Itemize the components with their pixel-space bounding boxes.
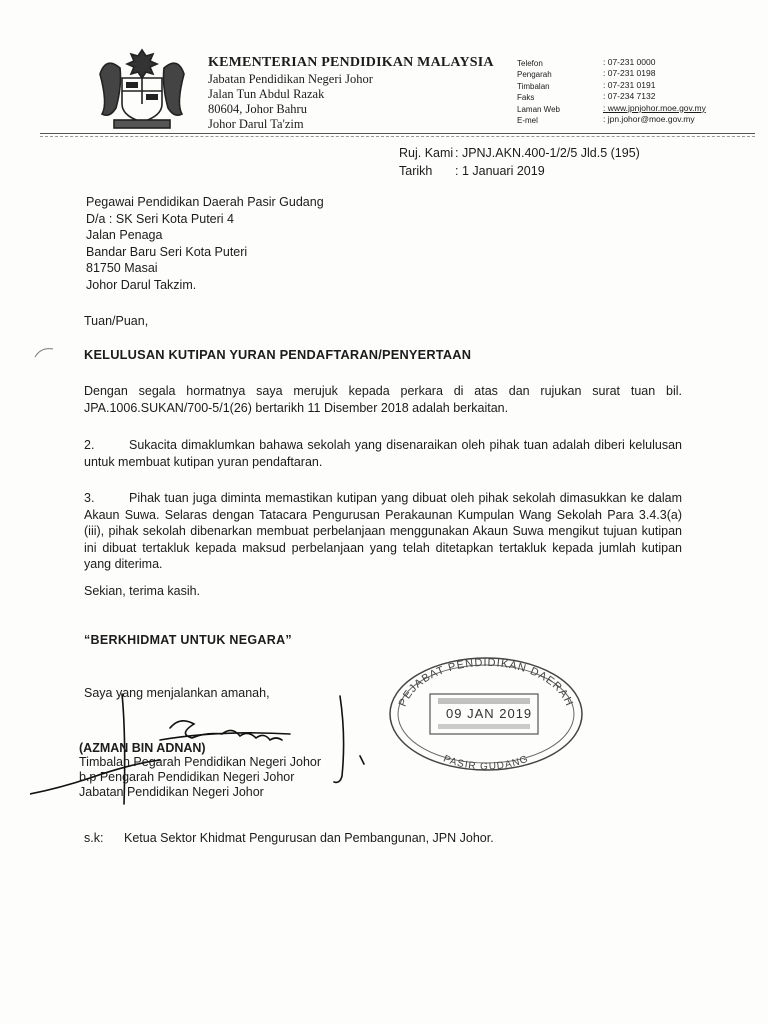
date-label: Tarikh [399,164,433,178]
motto: “BERKHIDMAT UNTUK NEGARA” [84,633,292,647]
letterhead-line: Jalan Tun Abdul Razak [208,87,325,101]
address-line: Johor Darul Takzim. [86,277,197,292]
contact-values [603,57,706,125]
letterhead-line: 80604, Johor Bahru [208,102,307,116]
signer-department: Jabatan Pendidikan Negeri Johor [79,785,264,799]
coat-of-arms-icon [92,44,192,132]
fax-value: : 07-234 7132 [603,91,656,102]
phone-value: : 07-231 0000 [603,57,656,67]
signer-position: b.p Pengarah Pendidikan Negeri Johor [79,770,295,784]
paragraph-number: 2. [84,438,95,452]
salutation: Tuan/Puan, [84,314,149,328]
address-line: Bandar Baru Seri Kota Puteri [86,244,248,259]
website-link[interactable]: : www.jpnjohor.moe.gov.my [603,102,706,113]
date-value: : 1 Januari 2019 [455,164,545,178]
paragraph-3 [84,490,682,573]
paragraph-1: Dengan segala hormatnya saya merujuk kepada perkara di atas dan rujukan surat tuan bil. JPA.1006.SUKAN/700-5/1(26) bertarikh 11 Disember 2018 adalah berkaitan. [84,384,682,415]
stamp-top-text: PEJABAT PENDIDIKAN DAERAH [396,656,576,709]
header-divider [40,136,755,137]
contact-label: Pengarah [517,70,552,80]
header-divider [40,133,755,134]
contact-label: Telefon [517,59,543,68]
paragraph-text: Pihak tuan juga diminta memastikan kutipan yang dibuat oleh pihak sekolah dimasukkan ke dalam Akaun Suwa. Selaras dengan Tatacara Pengurusan Perakaunan Kumpulan Wang Sekolah Para 3.4.3(a)(iii), pihak sekolah dibenarkan membuat perbelanjaan menggunakan Akaun Suwa mengikut tujuan kutipan ini dibuat tertakluk kepada maksud perbelanjaan yang telah ditetapkan tertakluk kepada jumlah kutipan yang diterima. [84,491,682,571]
closing: Sekian, terima kasih. [84,584,201,598]
cc-label: s.k: [84,831,104,845]
ministry-name: KEMENTERIAN PENDIDIKAN MALAYSIA [208,55,494,70]
contact-label: Laman Web [517,104,560,114]
recipient-address [86,194,324,293]
signer-name: (AZMAN BIN ADNAN) [79,741,206,755]
letterhead-line: Johor Darul Ta'zim [208,117,304,131]
address-line: 81750 Masai [86,261,158,275]
scan-artifact-icon [34,346,54,358]
paragraph-2 [84,437,682,470]
email-link[interactable]: : jpn.johor@moe.gov.my [603,114,695,125]
contact-labels [517,58,560,126]
contact-label: Timbalan [517,81,550,91]
amanah-line: Saya yang menjalankan amanah, [84,686,270,700]
ref-value: : JPNJ.AKN.400-1/2/5 Jld.5 (195) [455,146,640,160]
letterhead-line: Jabatan Pendidikan Negeri Johor [208,72,373,86]
director-phone-value: : 07-231 0198 [603,68,656,79]
contact-label: Faks [517,93,535,103]
subject-heading: KELULUSAN KUTIPAN YURAN PENDAFTARAN/PENYERTAAN [84,347,472,362]
stamp-date: 09 JAN 2019 [446,706,533,721]
deputy-phone-value: : 07-231 0191 [603,79,656,90]
cc-recipient: Ketua Sektor Khidmat Pengurusan dan Pembangunan, JPN Johor. [124,831,494,845]
ref-label: Ruj. Kami [399,146,454,160]
svg-text:PASIR GUDANG [442,754,531,773]
address-line: Pegawai Pendidikan Daerah Pasir Gudang [86,195,324,209]
address-line: D/a : SK Seri Kota Puteri 4 [86,211,234,226]
contact-label: E-mel [517,116,538,126]
signer-position: Timbalan Pegarah Pendidikan Negeri Johor [79,755,322,769]
paragraph-text: Sukacita dimaklumkan bahawa sekolah yang disenaraikan oleh pihak tuan adalah diberi kelulusan untuk membuat kutipan yuran pendaftaran. [84,438,682,469]
address-line: Jalan Penaga [86,228,163,242]
stamp-bottom-text: PASIR GUDANG [441,753,531,773]
paragraph-number: 3. [84,491,95,505]
